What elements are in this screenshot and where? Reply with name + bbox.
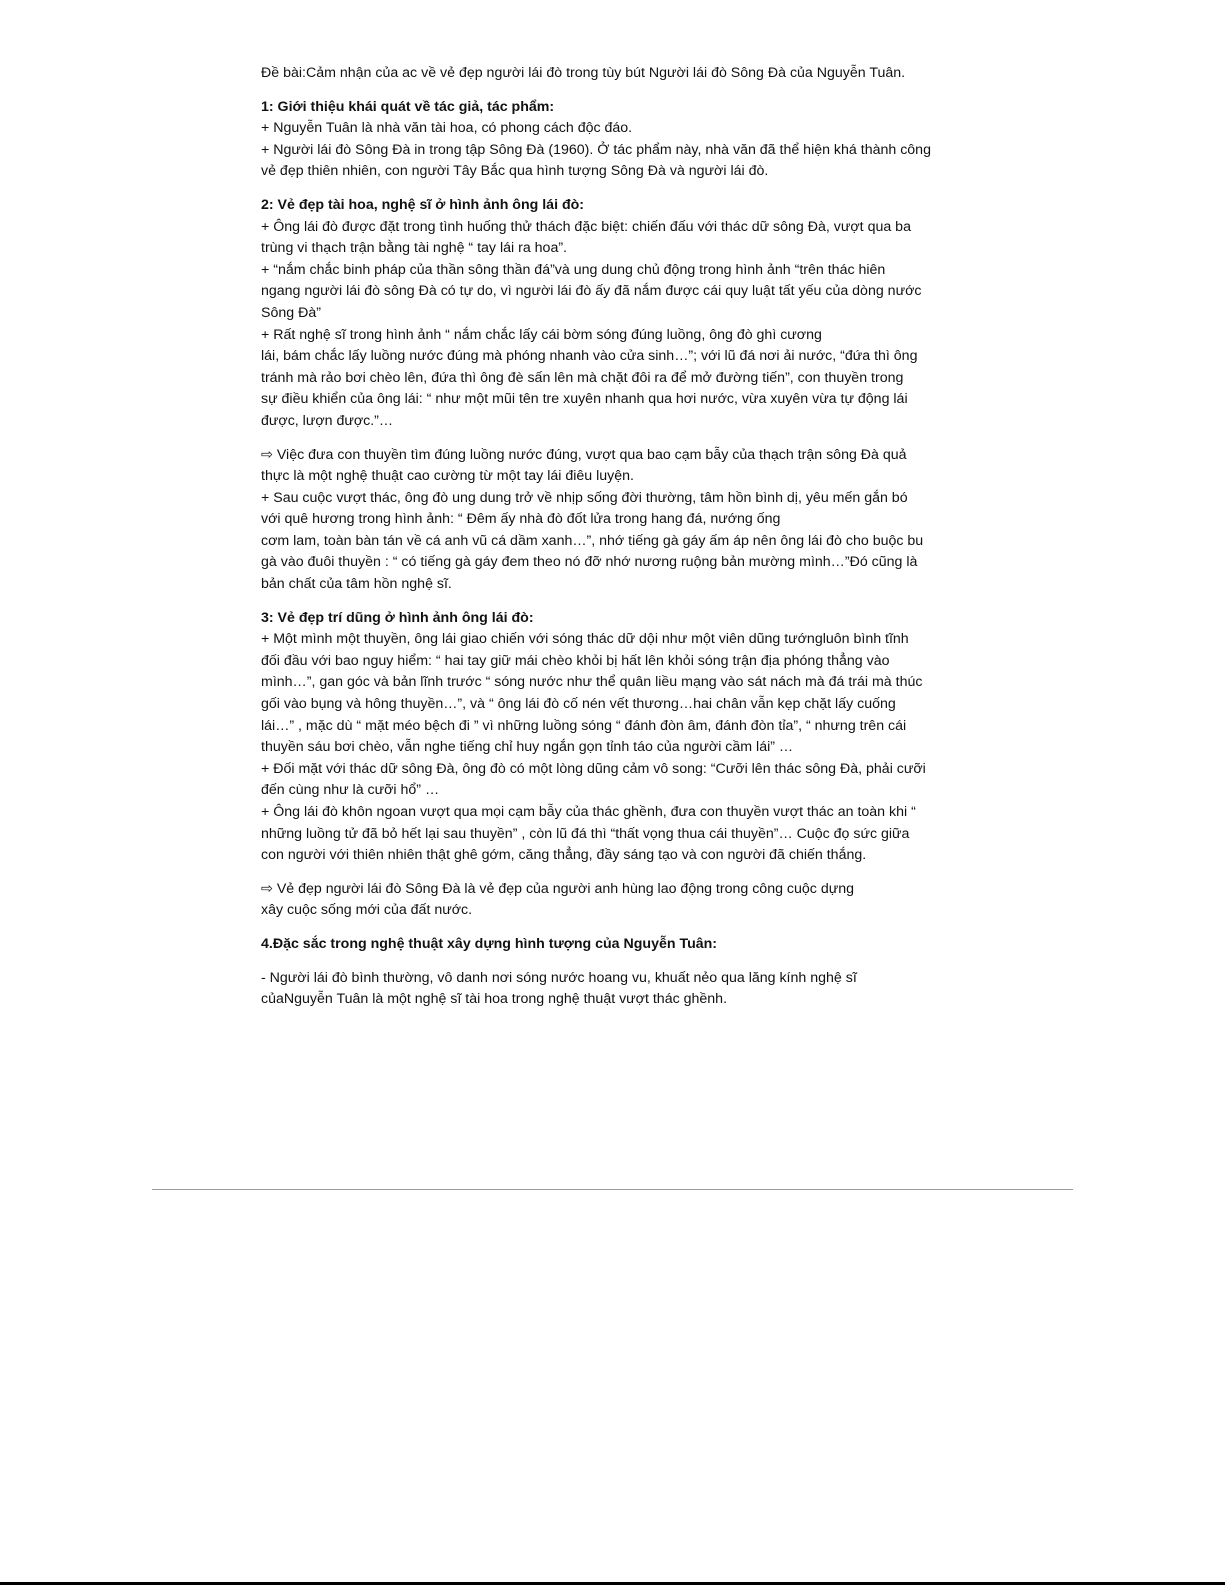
section-1 [261,97,973,183]
text-line: + Nguyễn Tuân là nhà văn tài hoa, có phong cách độc đáo. [261,120,633,137]
section-3 [261,608,973,867]
section-heading: 4.Đặc sắc trong nghệ thuật xây dựng hình tượng của Nguyễn Tuân: [261,935,718,952]
text-line: ⇨ Vẻ đẹp người lái đò Sông Đà là vẻ đẹp của người anh hùng lao động trong công cuộc dựng [261,880,855,897]
section-4 [261,934,973,956]
text-line: Đề bài:Cảm nhận của ac về vẻ đẹp người lái đò trong tùy bút Người lái đò Sông Đà của Nguyễn Tuân. [261,65,906,81]
section-3-conclusion [261,879,973,922]
text-line: trùng vi thạch trận bằng tài nghệ “ tay lái ra hoa”. [261,240,568,257]
text-line: đối đầu với bao nguy hiểm: “ hai tay giữ mái chèo khỏi bị hất lên khỏi sóng trận địa phóng thẳng vào [261,652,890,669]
section-heading: 2: Vẻ đẹp tài hoa, nghệ sĩ ở hình ảnh ông lái đò: [261,196,585,213]
text-line: thuyền sáu bơi chèo, vẫn nghe tiếng chỉ huy ngắn gọn tỉnh táo của người cầm lái” … [261,739,794,756]
text-line: đến cùng như là cưỡi hổ” … [261,782,440,799]
text-line: vẻ đẹp thiên nhiên, con người Tây Bắc qua hình tượng Sông Đà và người lái đò. [261,163,769,180]
text-line: ngang người lái đò sông Đà có tự do, vì người lái đò ấy đã nắm được cái quy luật tất yếu của dòng nước [261,283,922,300]
page-divider [152,1189,1073,1190]
text-line: thực là một nghệ thuật cao cường từ một tay lái điêu luyện. [261,468,634,485]
text-line: cơm lam, toàn bàn tán về cá anh vũ cá dầm xanh…”, nhớ tiếng gà gáy ấm áp nên ông lái đò cho buộc bu [261,532,924,549]
text-line: - Người lái đò bình thường, vô danh nơi sóng nước hoang vu, khuất nẻo qua lăng kính nghệ sĩ [261,969,857,986]
text-line: + Một mình một thuyền, ông lái giao chiến với sóng thác dữ dội như một viên dũng tướngluôn bình tĩnh [261,631,909,648]
text-line: + Đối mặt với thác dữ sông Đà, ông đò có một lòng dũng cảm vô song: “Cưỡi lên thác sông Đà, phải cưỡi [261,760,926,777]
text-line: ⇨ Việc đưa con thuyền tìm đúng luồng nước đúng, vượt qua bao cạm bẫy của thạch trận sông Đà quả [261,446,907,463]
section-4-body [261,968,973,1011]
text-line: được, lượn được.”… [261,412,394,429]
text-line: bản chất của tâm hồn nghệ sĩ. [261,576,452,593]
section-heading: 3: Vẻ đẹp trí dũng ở hình ảnh ông lái đò: [261,609,534,626]
section-2-conclusion [261,445,973,596]
text-line: gối vào bụng và hông thuyền…”, và “ ông lái đò cố nén vết thương…hai chân vẫn kẹp chặt lấy cuống [261,696,896,713]
text-line: + Ông lái đò khôn ngoan vượt qua mọi cạm bẫy của thác ghềnh, đưa con thuyền vượt thác an toàn khi “ [261,804,916,820]
text-line: lái…” , mặc dù “ mặt méo bệch đi ” vì những luồng sóng “ đánh đòn âm, đánh đòn tỉa”, “ nhưng trên cái [261,717,907,734]
text-line: + Rất nghệ sĩ trong hình ảnh “ nắm chắc lấy cái bờm sóng đúng luồng, ông đò ghì cương [261,326,822,343]
text-line: con người với thiên nhiên thật ghê gớm, căng thẳng, đầy sáng tạo và con người đã chiến thắng. [261,847,867,864]
section-2 [261,195,973,433]
document-page [261,63,973,1011]
text-line: + Người lái đò Sông Đà in trong tập Sông Đà (1960). Ở tác phẩm này, nhà văn đã thể hiện khá thành công [261,141,931,158]
text-line: mình…”, gan góc và bản lĩnh trước “ sóng nước như thể quân liều mạng vào sát nách mà đá trái mà thúc [261,674,923,691]
text-line: với quê hương trong hình ảnh: “ Đêm ấy nhà đò đốt lửa trong hang đá, nướng ống [261,511,781,528]
text-line: gà vào đuôi thuyền : “ có tiếng gà gáy đem theo nó đỡ nhớ nương ruộng bản mường mình…”Đó cũng là [261,554,918,571]
text-line: + “nắm chắc binh pháp của thần sông thần đá”và ung dung chủ động trong hình ảnh “trên thác hiên [261,261,886,278]
text-line: tránh mà rảo bơi chèo lên, đứa thì ông đè sấn lên mà chặt đôi ra để mở đường tiến”, con thuyền trong [261,369,904,386]
text-line: củaNguyễn Tuân là một nghệ sĩ tài hoa trong nghệ thuật vượt thác ghềnh. [261,991,728,1008]
assignment-title [261,63,973,85]
section-heading: 1: Giới thiệu khái quát về tác giả, tác phẩm: [261,98,555,115]
text-line: + Ông lái đò được đặt trong tình huống thử thách đặc biệt: chiến đấu với thác dữ sông Đà, vượt qua ba [261,218,911,235]
text-line: xây cuộc sống mới của đất nước. [261,902,473,919]
text-line: lái, bám chắc lấy luồng nước đúng mà phóng nhanh vào cửa sinh…”; với lũ đá nơi ải nước, “đứa thì ông [261,348,918,365]
text-line: sự điều khiển của ông lái: “ như một mũi tên tre xuyên nhanh qua hơi nước, vừa xuyên vừa tự động lái [261,391,908,408]
text-line: + Sau cuộc vượt thác, ông đò ung dung trở về nhịp sống đời thường, tâm hồn bình dị, yêu mến gắn bó [261,489,908,506]
text-line: Sông Đà” [261,304,321,321]
text-line: những luồng tử đã bỏ hết lại sau thuyền” , còn lũ đá thì “thất vọng thua cái thuyền”… Cuộc đọ sức giữa [261,825,910,842]
